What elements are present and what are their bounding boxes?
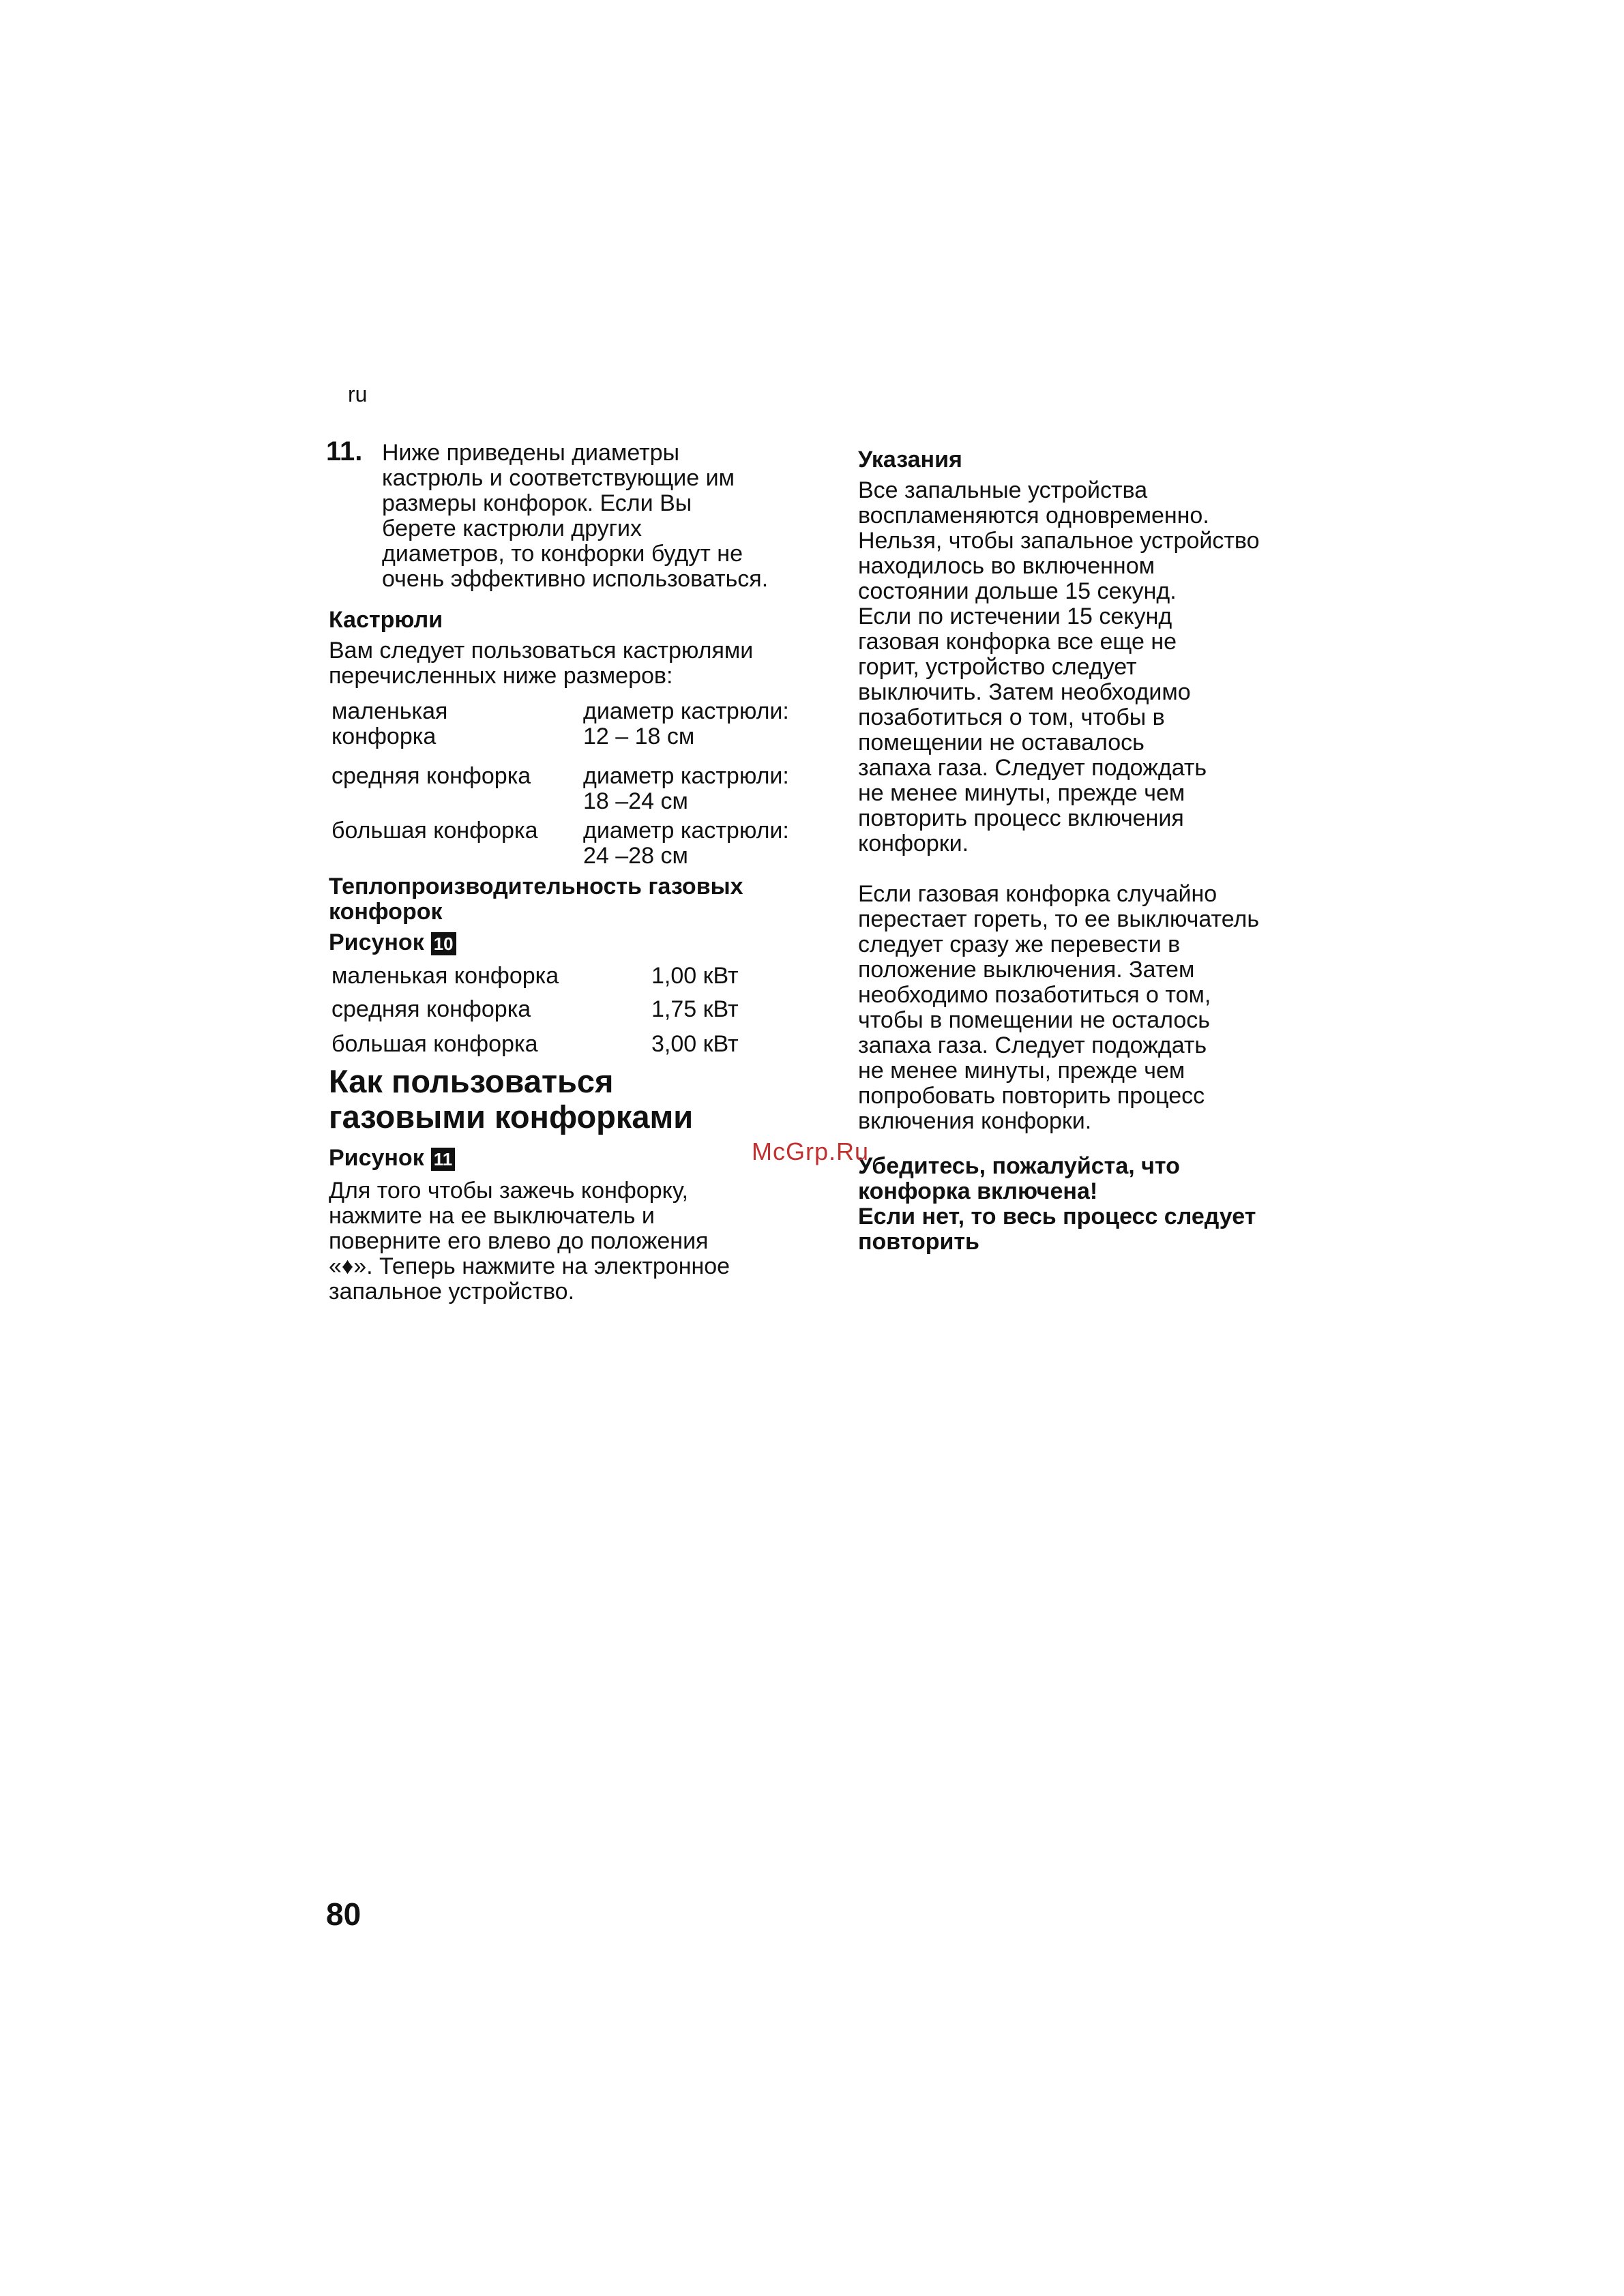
item-number: 11. [326,436,363,466]
notes-heading: Указания [858,447,962,473]
section-title: Как пользоваться газовыми конфорками [329,1063,694,1135]
intro-text: Ниже приведены диаметры кастрюль и соответствующие им размеры конфорок. Если Вы берете кастрюли других диаметров, то конфорки будут не очень эффективно использоваться. [382,440,769,592]
pots-table-diameter: диаметр кастрюли: 12 – 18 см [583,698,789,749]
pots-table-row: большая конфорка [331,818,538,844]
power-value: 3,00 кВт [651,1031,739,1057]
power-table-row: маленькая конфорка [331,963,559,989]
figure-10-label: Рисунок 10 [329,930,456,955]
watermark: McGrp.Ru [752,1137,870,1165]
notes-paragraph-1: Все запальные устройства воспламеняются одновременно. Нельзя, чтобы запальное устройство находилось во включенном состоянии дольше 15 секунд. Если по истечении 15 секунд газовая конфорка все еще не горит, устройство следует выключить. Затем необходимо позаботиться о том, чтобы в помещении не оставалось запаха газа. Следует подождать не менее минуты, прежде чем повторить процесс включения конфорки. [858,477,1260,856]
power-table-row: средняя конфорка [331,996,531,1022]
language-marker: ru [348,382,368,406]
warning-text: Убедитесь, пожалуйста, что конфорка включена! Если нет, то весь процесс следует повторить [858,1153,1256,1255]
figure-11-number: 11 [431,1148,456,1171]
notes-paragraph-2: Если газовая конфорка случайно перестает гореть, то ее выключатель следует сразу же перевести в положение выключения. Затем необходимо позаботиться о том, чтобы в помещении не осталось запаха газа. Следует подождать не менее минуты, прежде чем попробовать повторить процесс включения конфорки. [858,881,1260,1134]
pots-table-diameter: диаметр кастрюли: 24 –28 см [583,818,789,869]
pots-text: Вам следует пользоваться кастрюлями перечисленных ниже размеров: [329,638,754,689]
power-heading: Теплопроизводительность газовых конфорок [329,874,743,925]
power-value: 1,00 кВт [651,963,739,989]
usage-text: Для того чтобы зажечь конфорку, нажмите на ее выключатель и поверните его влево до положения «♦». Теперь нажмите на электронное запальное устройство. [329,1178,730,1304]
pots-table-diameter: диаметр кастрюли: 18 –24 см [583,763,789,814]
pots-table-row: средняя конфорка [331,763,531,789]
power-value: 1,75 кВт [651,996,739,1022]
figure-11-label: Рисунок 11 [329,1146,455,1171]
power-table-row: большая конфорка [331,1031,538,1057]
page-number: 80 [326,1896,361,1932]
pots-heading: Кастрюли [329,607,443,633]
pots-table-row: маленькая конфорка [331,698,448,749]
figure-10-number: 10 [431,932,456,955]
